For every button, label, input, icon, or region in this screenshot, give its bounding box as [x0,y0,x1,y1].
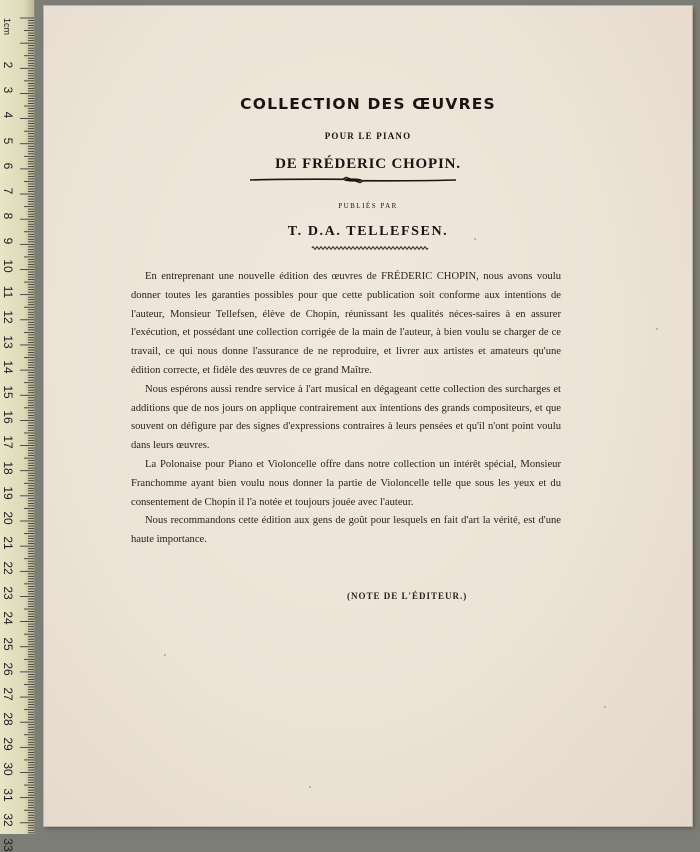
ruler-number: 33 [1,838,15,852]
ruler-number: 5 [1,137,15,144]
ruler-unit-label: 1cm [2,18,12,36]
ruler-number: 8 [1,212,15,220]
paragraph: En entreprenant une nouvelle édition des œuvres de FRÉDERIC CHOPIN, nous avons voulu donner toutes les garanties possibles pour que cette publication soit conforme aux intentions de l'auteur, Monsieur Tellefsen, élève de Chopin, réunissant les qualités néces-saires à en assurer l'exécution, et possédant une collection corrigée de la main de l'auteur, à bien voulu se charger de ce travail, ce qui nous donne l'assurance de ne reproduire, et livrer aux artistes et amateurs qu'une édition correcte, et fidèle des œuvres de ce grand Maître. [131,271,561,376]
measuring-ruler [0,0,35,852]
ruler-number: 3 [1,86,15,94]
ruler-number: 27 [1,687,15,701]
editor-note-text [131,268,561,550]
ruler-number: 11 [1,285,15,298]
editor-note-signature: (NOTE DE L'ÉDITEUR.) [347,591,468,601]
ruler-number: 28 [1,712,15,726]
editor-name: T. D.A. TELLEFSEN. [287,224,449,239]
ruler-number: 6 [1,162,15,170]
ruler-number: 22 [1,561,15,575]
ruler-number: 19 [1,486,15,500]
ruler-number: 15 [1,385,15,399]
paragraph: Nous espérons aussi rendre service à l'art musical en dégageant cette collection des surcharges et additions que de nos jours on applique contrairement aux intentions des grands compositeurs, et que souvent on défigure par des signes d'expressions contraires à leurs pensées et qu'il n'ont point voulu dans leurs œuvres. [131,383,561,452]
ruler-number: 25 [1,636,15,651]
published-by-label: PUBLIÉS PAR [338,202,398,210]
ruler-number: 20 [1,511,15,525]
ruler-number: 16 [1,410,15,424]
ruler-number: 30 [1,762,15,777]
paragraph: Nous recommandons cette édition aux gens de goût pour lesquels en fait d'art la vérité, est d'une haute importance. [131,515,561,546]
ornament-rule-icon [248,176,458,184]
ruler-number: 14 [1,360,15,374]
ruler-number: 32 [1,812,15,827]
document-page [44,6,692,826]
ruler-number: 21 [1,536,15,550]
wavy-rule-icon [312,245,428,251]
ruler-number: 18 [1,460,15,475]
collection-subtitle: POUR LE PIANO [324,131,412,141]
collection-title: COLLECTION DES ŒUVRES [240,95,496,113]
ruler-number: 31 [1,787,15,802]
ruler-number: 26 [1,662,15,676]
ruler-number: 4 [1,112,15,119]
ruler-number: 17 [1,435,15,450]
paragraph: La Polonaise pour Piano et Violoncelle offre dans notre collection un intérêt spécial, Monsieur Franchomme ayant bien voulu nous donner la partie de Violoncelle telle que sous les yeux et du consentement de Chopin il l'a notée et toujours jouée avec l'auteur. [131,458,561,508]
ruler-number: 7 [1,187,15,195]
ruler-number: 13 [1,335,15,349]
ruler-number: 9 [1,237,15,245]
ruler-number: 23 [1,586,15,600]
ruler-number: 24 [1,611,15,626]
ruler-number: 12 [1,309,15,324]
ruler-number: 10 [1,259,15,274]
composer-name: DE FRÉDERIC CHOPIN. [275,156,461,172]
ruler-number: 2 [1,61,15,69]
ruler-number: 29 [1,737,15,751]
